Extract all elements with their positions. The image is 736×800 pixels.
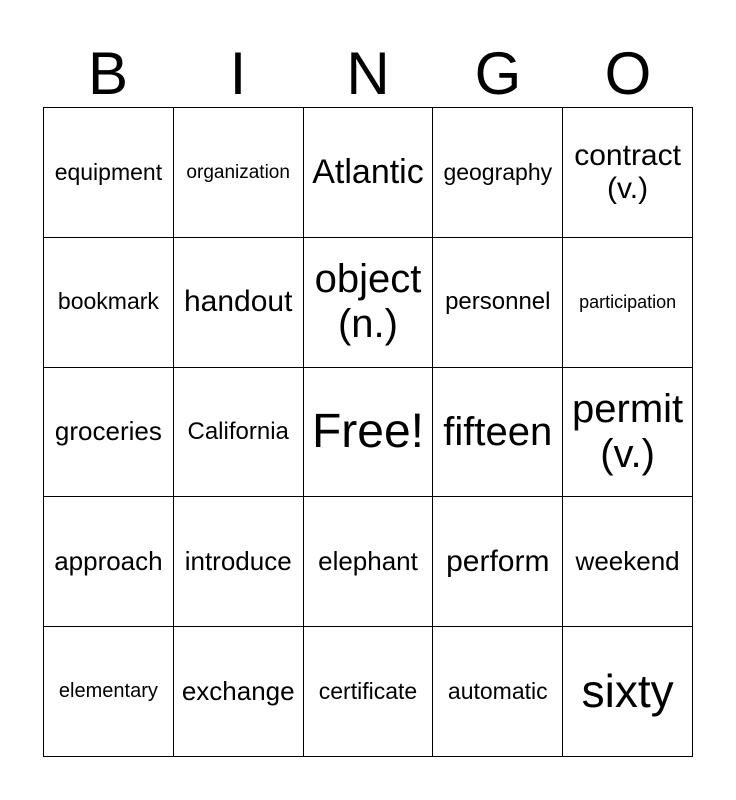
cell-text: Atlantic <box>312 153 424 192</box>
cell-text: fifteen <box>443 409 553 454</box>
bingo-cell[interactable] <box>563 497 693 627</box>
bingo-cell[interactable] <box>44 497 174 627</box>
bingo-cell[interactable] <box>44 108 174 238</box>
cell-text: introduce <box>184 546 292 577</box>
bingo-cell[interactable] <box>174 108 304 238</box>
free-space[interactable] <box>304 368 434 498</box>
bingo-header <box>43 40 693 108</box>
bingo-cell[interactable] <box>44 627 174 757</box>
bingo-cell[interactable] <box>304 627 434 757</box>
bingo-cell[interactable] <box>433 627 563 757</box>
cell-text: approach <box>54 546 163 577</box>
cell-text: equipment <box>54 158 163 185</box>
bingo-cell[interactable] <box>563 627 693 757</box>
bingo-cell[interactable] <box>563 238 693 368</box>
cell-text: handout <box>183 285 293 319</box>
cell-text: contract (v.) <box>574 138 681 206</box>
bingo-cell[interactable] <box>174 497 304 627</box>
bingo-cell[interactable] <box>433 238 563 368</box>
cell-text: automatic <box>447 677 548 704</box>
header-letter-g: G <box>474 40 522 107</box>
bingo-cell[interactable] <box>563 368 693 498</box>
cell-text: certificate <box>318 677 418 704</box>
header-letter-b: B <box>87 40 129 107</box>
header-letter-n: N <box>346 40 390 107</box>
cell-text: elephant <box>318 546 418 577</box>
cell-text: groceries <box>54 416 162 447</box>
cell-text: elementary <box>58 680 158 703</box>
cell-text: object (n.) <box>314 257 422 347</box>
cell-text: permit (v.) <box>572 387 684 476</box>
bingo-cell[interactable] <box>174 627 304 757</box>
bingo-cell[interactable] <box>174 368 304 498</box>
bingo-grid <box>43 107 693 757</box>
cell-text: geography <box>443 158 553 185</box>
cell-text: bookmark <box>57 288 159 315</box>
cell-text: exchange <box>181 676 295 707</box>
cell-text: weekend <box>575 546 680 577</box>
header-letter-i: I <box>229 40 247 107</box>
bingo-cell[interactable] <box>563 108 693 238</box>
cell-text: organization <box>186 161 290 183</box>
cell-text: sixty <box>581 664 674 717</box>
bingo-cell[interactable] <box>174 238 304 368</box>
bingo-cell[interactable] <box>304 238 434 368</box>
cell-text: Free! <box>311 405 424 459</box>
cell-text: personnel <box>445 287 551 315</box>
bingo-cell[interactable] <box>44 238 174 368</box>
bingo-cell[interactable] <box>44 368 174 498</box>
cell-text: California <box>187 417 289 445</box>
header-letter-o: O <box>604 40 652 107</box>
cell-text: participation <box>579 292 677 313</box>
cell-text: perform <box>446 544 550 578</box>
bingo-cell[interactable] <box>433 368 563 498</box>
bingo-cell[interactable] <box>433 497 563 627</box>
bingo-cell[interactable] <box>433 108 563 238</box>
bingo-cell[interactable] <box>304 108 434 238</box>
bingo-cell[interactable] <box>304 497 434 627</box>
